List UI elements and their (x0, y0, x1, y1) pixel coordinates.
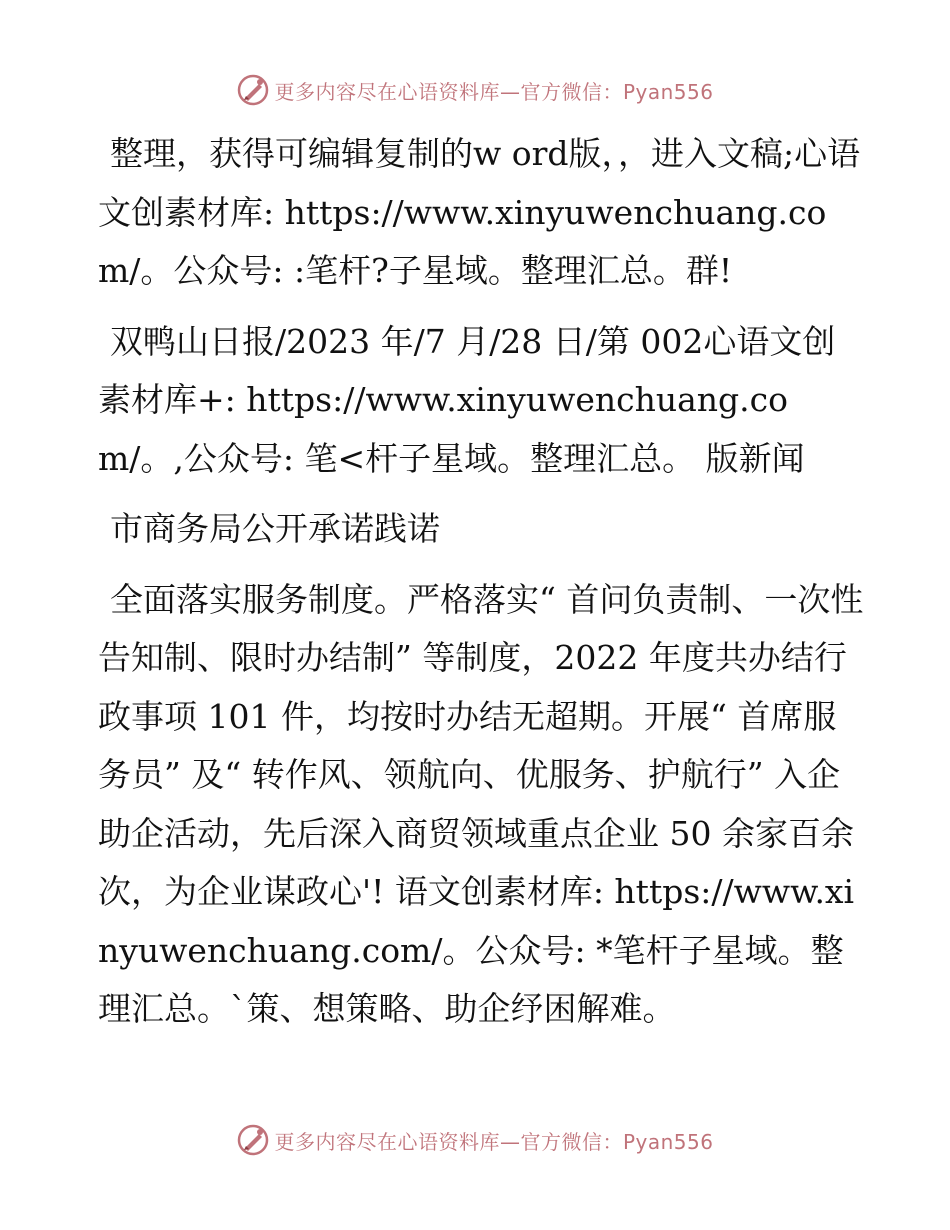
header-banner (0, 70, 950, 110)
banner-text: 更多内容尽在心语资料库—官方微信：Pyan556 (274, 1129, 714, 1154)
pen-logo-icon (236, 1123, 270, 1157)
banner-text: 更多内容尽在心语资料库—官方微信：Pyan556 (274, 79, 714, 104)
article-title: 市商务局公开承诺践诺 (110, 509, 440, 548)
paragraph-1: 整理，获得可编辑复制的w ord版，，进入文稿;心语文创素材库: https://www.xinyuwenchuang.com/。公众号: :笔杆?子星域。整理汇总。群! (98, 134, 861, 290)
document-body (98, 125, 868, 1051)
paragraph-body: 全面落实服务制度。严格落实“ 首问负责制、一次性告知制、限时办结制” 等制度，2022 年度共办结行政事项 101 件，均按时办结无超期。开展“ 首席服务员” 及“ 转作风、领航向、优服务、护航行” 入企助企活动，先后深入商贸领域重点企业 50 余家百余次，为企业谋政心'! 语文创素材库: https://www.xinyuwenchuang.com/。公众号: *笔杆子星域。整理汇总。`策、想策略、助企纾困解难。 (98, 579, 864, 1028)
paragraph-2: 双鸭山日报/2023 年/7 月/28 日/第 002心语文创素材库+: https://www.xinyuwenchuang.com/。,公众号: 笔<杆子星域。整理汇总。 版新闻 (98, 321, 836, 478)
footer-banner (0, 1120, 950, 1160)
pen-logo-icon (236, 73, 270, 107)
